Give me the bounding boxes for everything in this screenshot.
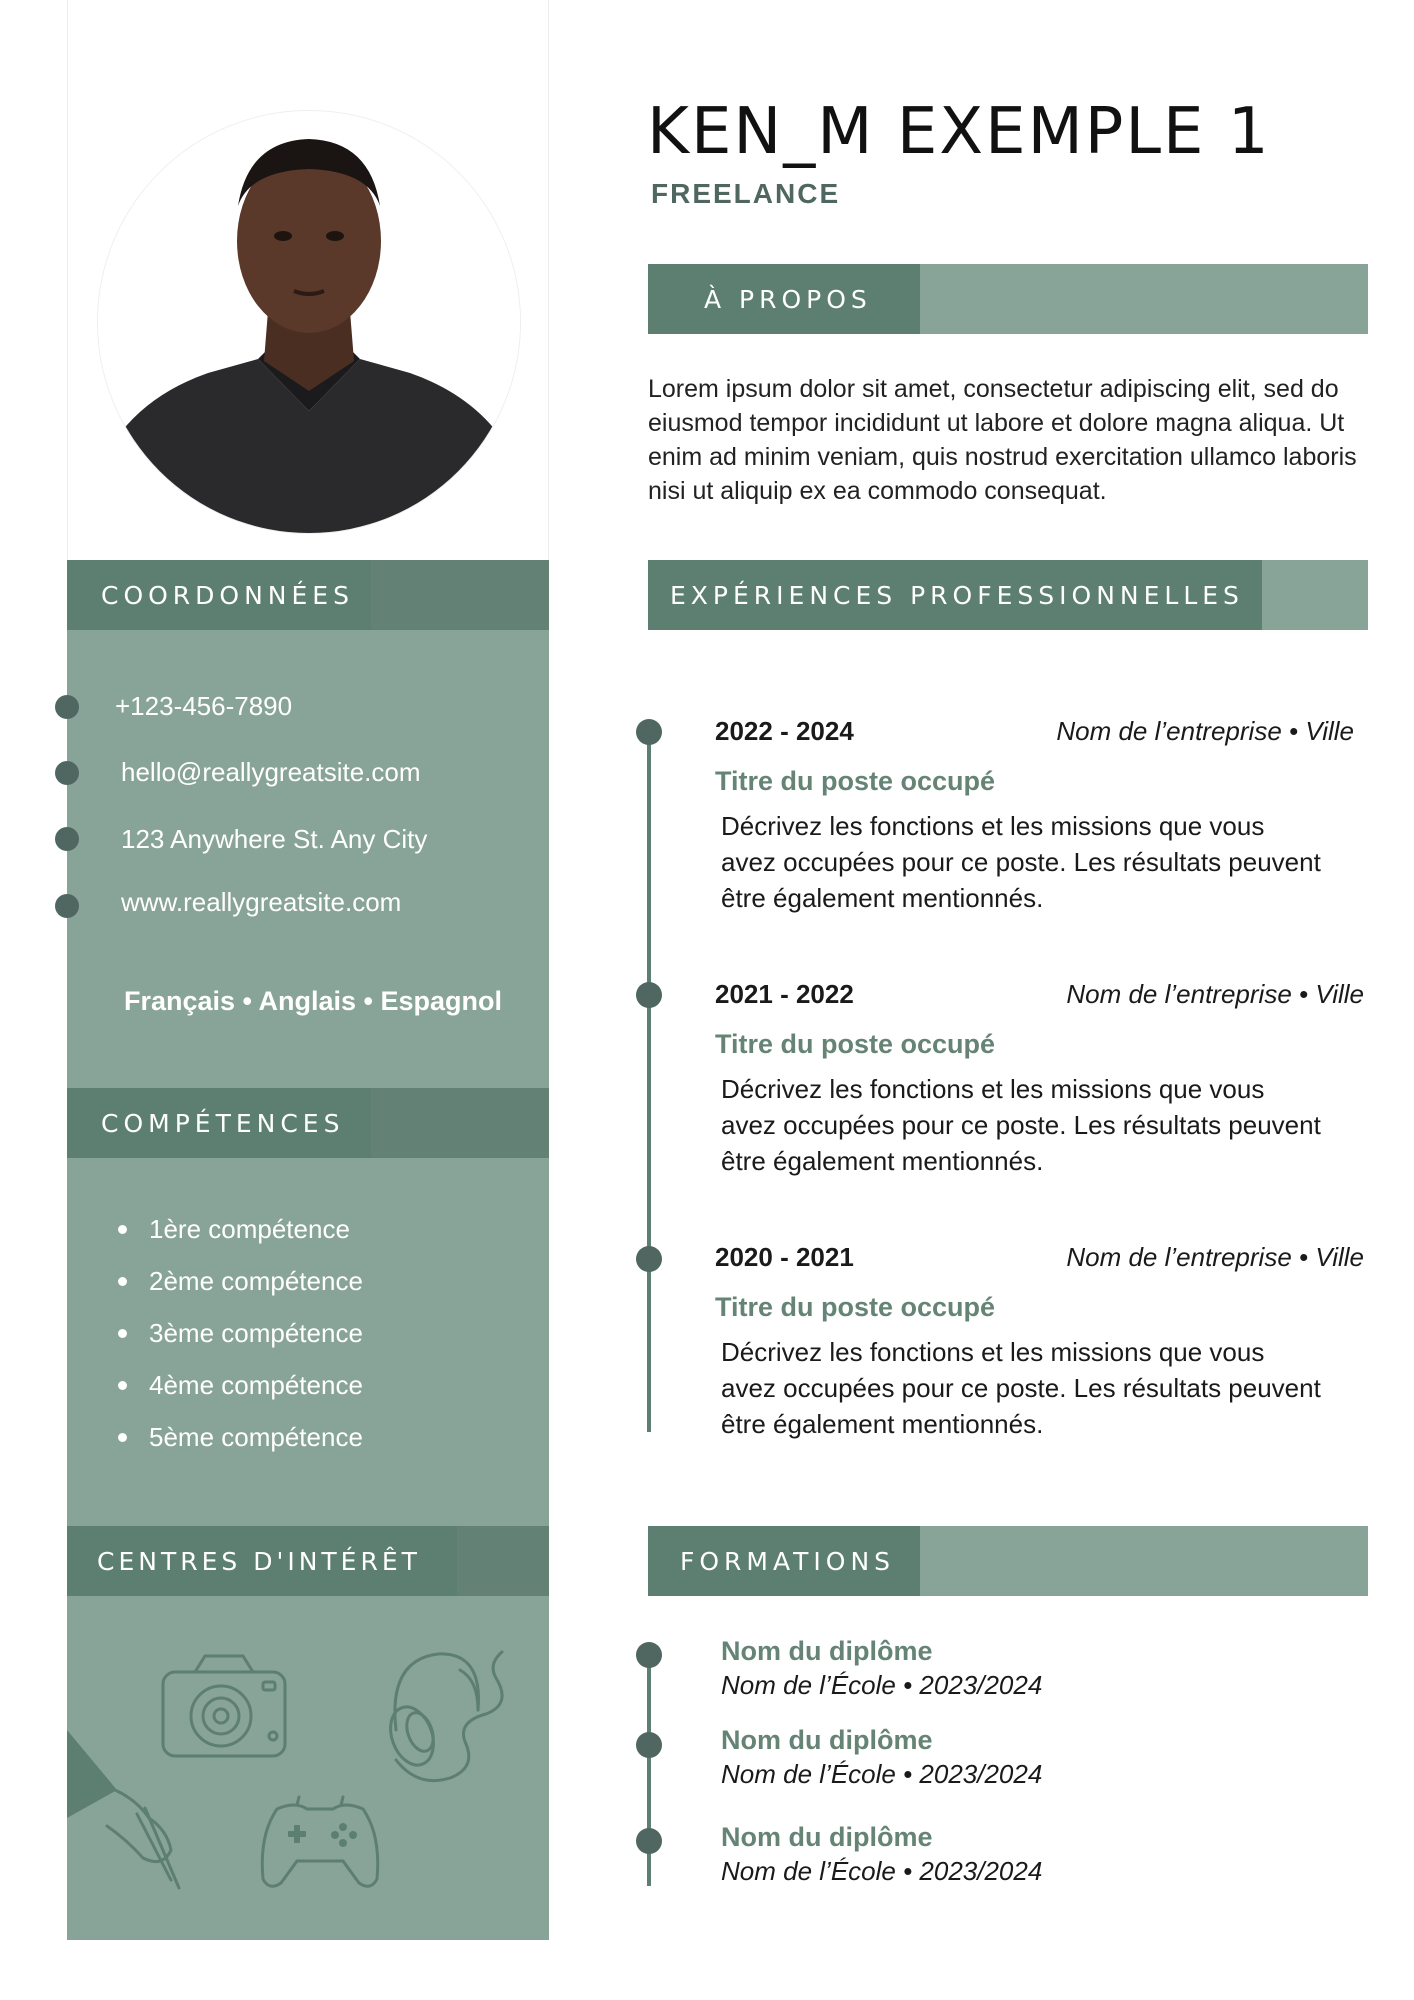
experience-job-title: Titre du poste occupé [715, 766, 996, 796]
degree-name: Nom du diplôme [721, 1725, 933, 1755]
contact-phone[interactable]: +123-456-7890 [115, 690, 293, 721]
skill-label: 3ème compétence [149, 1318, 363, 1348]
contact-email[interactable]: hello@reallygreatsite.com [121, 756, 421, 787]
headphones-icon [378, 1640, 518, 1790]
skills-section-title: COMPÉTENCES [67, 1088, 371, 1158]
experience-section-header [648, 560, 1368, 630]
bullet-icon [118, 1381, 127, 1390]
experience-description: Décrivez les fonctions et les missions que vous avez occupées pour ce poste. Les résultats peuvent être également mentionnés. [721, 1074, 1321, 1176]
skill-label: 2ème compétence [149, 1266, 363, 1296]
bullet-icon [118, 1225, 127, 1234]
timeline-dot [636, 719, 662, 745]
experience-years: 2021 - 2022 [715, 979, 854, 1009]
experience-company: Nom de l’entreprise • Ville [1066, 1242, 1364, 1272]
bullet-icon [118, 1277, 127, 1286]
experience-job-title: Titre du poste occupé [715, 1292, 996, 1322]
job-role: FREELANCE [651, 178, 841, 209]
interests-section-header [67, 1526, 549, 1596]
skills-section-header [67, 1088, 549, 1158]
education-section-title: FORMATIONS [648, 1526, 920, 1596]
timeline-dot [636, 1732, 662, 1758]
contact-address: 123 Anywhere St. Any City [121, 823, 428, 854]
experience-company: Nom de l’entreprise • Ville [1056, 716, 1354, 746]
experience-job-title: Titre du poste occupé [715, 1029, 996, 1059]
contact-dot [55, 761, 79, 785]
contact-section-title: COORDONNÉES [67, 560, 371, 630]
skill-item [118, 1214, 350, 1245]
gamepad-icon [255, 1795, 385, 1895]
skill-item [118, 1422, 363, 1453]
interests-section-title: CENTRES D'INTÉRÊT [67, 1526, 457, 1596]
school-name: Nom de l’École • 2023/2024 [721, 1856, 1043, 1886]
header-accent [457, 1526, 549, 1596]
experience-company: Nom de l’entreprise • Ville [1066, 979, 1364, 1009]
timeline-dot [636, 1642, 662, 1668]
contact-dot [55, 827, 79, 851]
person-portrait-icon [98, 111, 520, 533]
skill-label: 1ère compétence [149, 1214, 350, 1244]
experience-description: Décrivez les fonctions et les missions que vous avez occupées pour ce poste. Les résultats peuvent être également mentionnés. [721, 811, 1321, 913]
experience-section-title: EXPÉRIENCES PROFESSIONNELLES [648, 560, 1262, 630]
contact-dot [55, 894, 79, 918]
header-accent [371, 1088, 549, 1158]
header-accent [920, 1526, 1368, 1596]
header-accent [920, 264, 1368, 334]
bullet-icon [118, 1329, 127, 1338]
experience-timeline [647, 732, 651, 1432]
bullet-icon [118, 1433, 127, 1442]
experience-years: 2022 - 2024 [715, 716, 854, 746]
timeline-dot [636, 982, 662, 1008]
about-text: Lorem ipsum dolor sit amet, consectetur adipiscing elit, sed do eiusmod tempor incididunt ut labore et dolore magna aliqua. Ut enim ad minim veniam, quis nostrud exercitation ullamco laboris nisi ut aliquip ex ea commodo consequat. [648, 375, 1357, 505]
skill-item [118, 1266, 363, 1297]
school-name: Nom de l’École • 2023/2024 [721, 1759, 1043, 1789]
timeline-dot [636, 1828, 662, 1854]
contact-dot [55, 695, 79, 719]
contact-section-header [67, 560, 549, 630]
drawing-hand-icon [67, 1730, 207, 1890]
skill-item [118, 1318, 363, 1349]
education-section-header [648, 1526, 1368, 1596]
skill-label: 4ème compétence [149, 1370, 363, 1400]
skill-label: 5ème compétence [149, 1422, 363, 1452]
header-accent [1262, 560, 1368, 630]
degree-name: Nom du diplôme [721, 1636, 933, 1666]
experience-description: Décrivez les fonctions et les missions que vous avez occupées pour ce poste. Les résultats peuvent être également mentionnés. [721, 1337, 1321, 1439]
degree-name: Nom du diplôme [721, 1822, 933, 1852]
experience-years: 2020 - 2021 [715, 1242, 854, 1272]
languages: Français • Anglais • Espagnol [124, 986, 502, 1016]
about-section-header [648, 264, 1368, 334]
contact-website[interactable]: www.reallygreatsite.com [121, 886, 402, 917]
full-name: KEN_M EXEMPLE 1 [647, 95, 1271, 169]
school-name: Nom de l’École • 2023/2024 [721, 1670, 1043, 1700]
skill-item [118, 1370, 363, 1401]
about-section-title: À PROPOS [648, 264, 920, 334]
profile-photo [97, 110, 521, 534]
header-accent [371, 560, 549, 630]
timeline-dot [636, 1246, 662, 1272]
